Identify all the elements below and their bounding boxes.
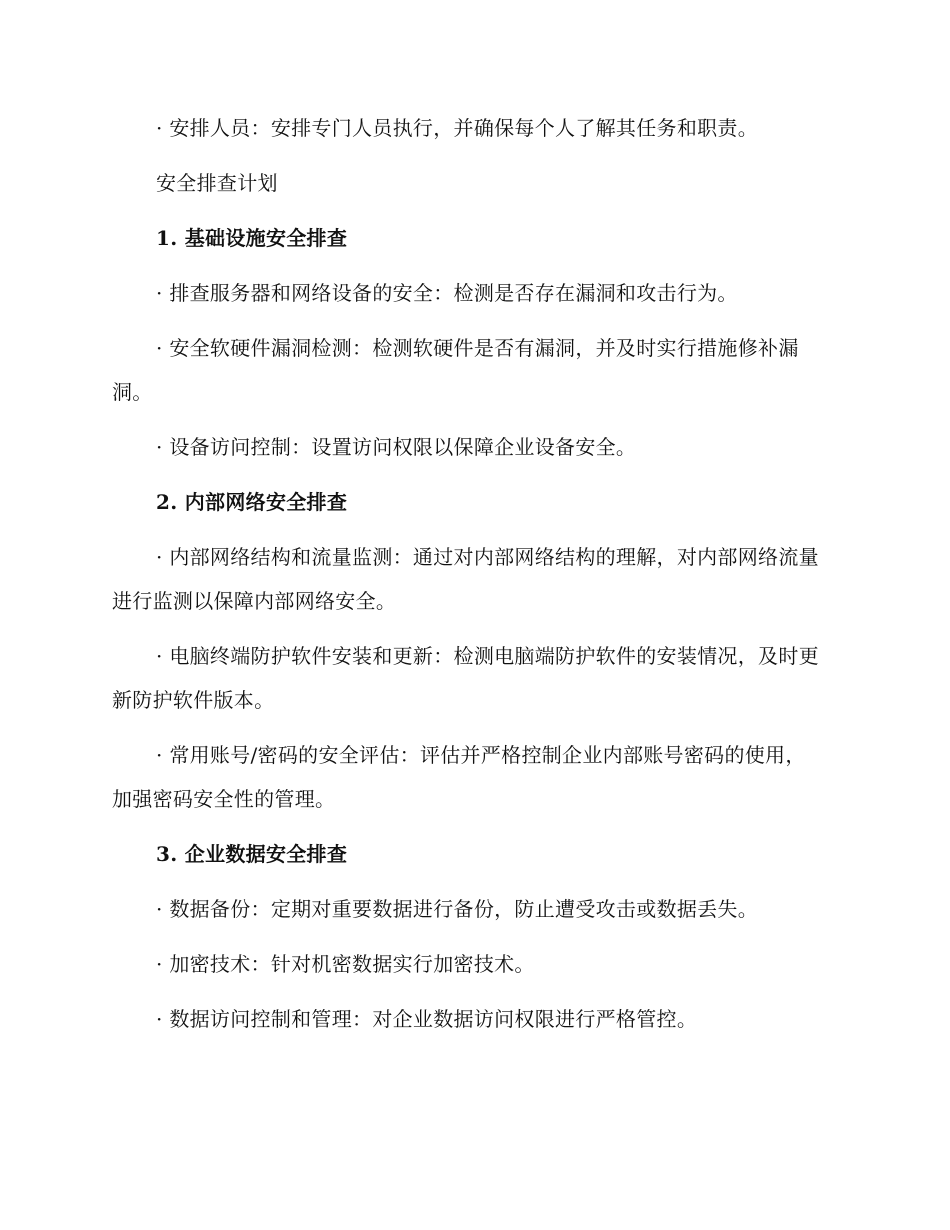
bullet-personnel: · 安排人员：安排专门人员执行，并确保每个人了解其任务和职责。 [156,116,759,140]
document-body [112,106,824,1041]
heading-data-security: 3. 企业数据安全排查 [156,842,348,866]
bullet-server-network: · 排查服务器和网络设备的安全：检测是否存在漏洞和攻击行为。 [156,281,738,305]
bullet-data-backup: · 数据备份：定期对重要数据进行备份，防止遭受攻击或数据丢失。 [156,897,759,921]
bullet-traffic-monitoring: · 内部网络结构和流量监测：通过对内部网络结构的理解，对内部网络流量进行监测以保障内部网络安全。 [112,545,819,613]
bullet-vulnerability-detection: · 安全软硬件漏洞检测：检测软硬件是否有漏洞，并及时实行措施修补漏洞。 [112,336,799,404]
bullet-device-access: · 设备访问控制：设置访问权限以保障企业设备安全。 [156,435,637,459]
bullet-encryption: · 加密技术：针对机密数据实行加密技术。 [156,952,535,976]
heading-infrastructure: 1. 基础设施安全排查 [156,226,348,250]
bullet-password-assessment: · 常用账号/密码的安全评估：评估并严格控制企业内部账号密码的使用，加强密码安全性的管理。 [112,743,806,811]
section-title-security-plan: 安全排查计划 [156,171,278,195]
heading-internal-network: 2. 内部网络安全排查 [156,490,348,514]
bullet-endpoint-protection: · 电脑终端防护软件安装和更新：检测电脑端防护软件的安装情况，及时更新防护软件版本。 [112,644,819,712]
bullet-data-access-control: · 数据访问控制和管理：对企业数据访问权限进行严格管控。 [156,1007,698,1031]
